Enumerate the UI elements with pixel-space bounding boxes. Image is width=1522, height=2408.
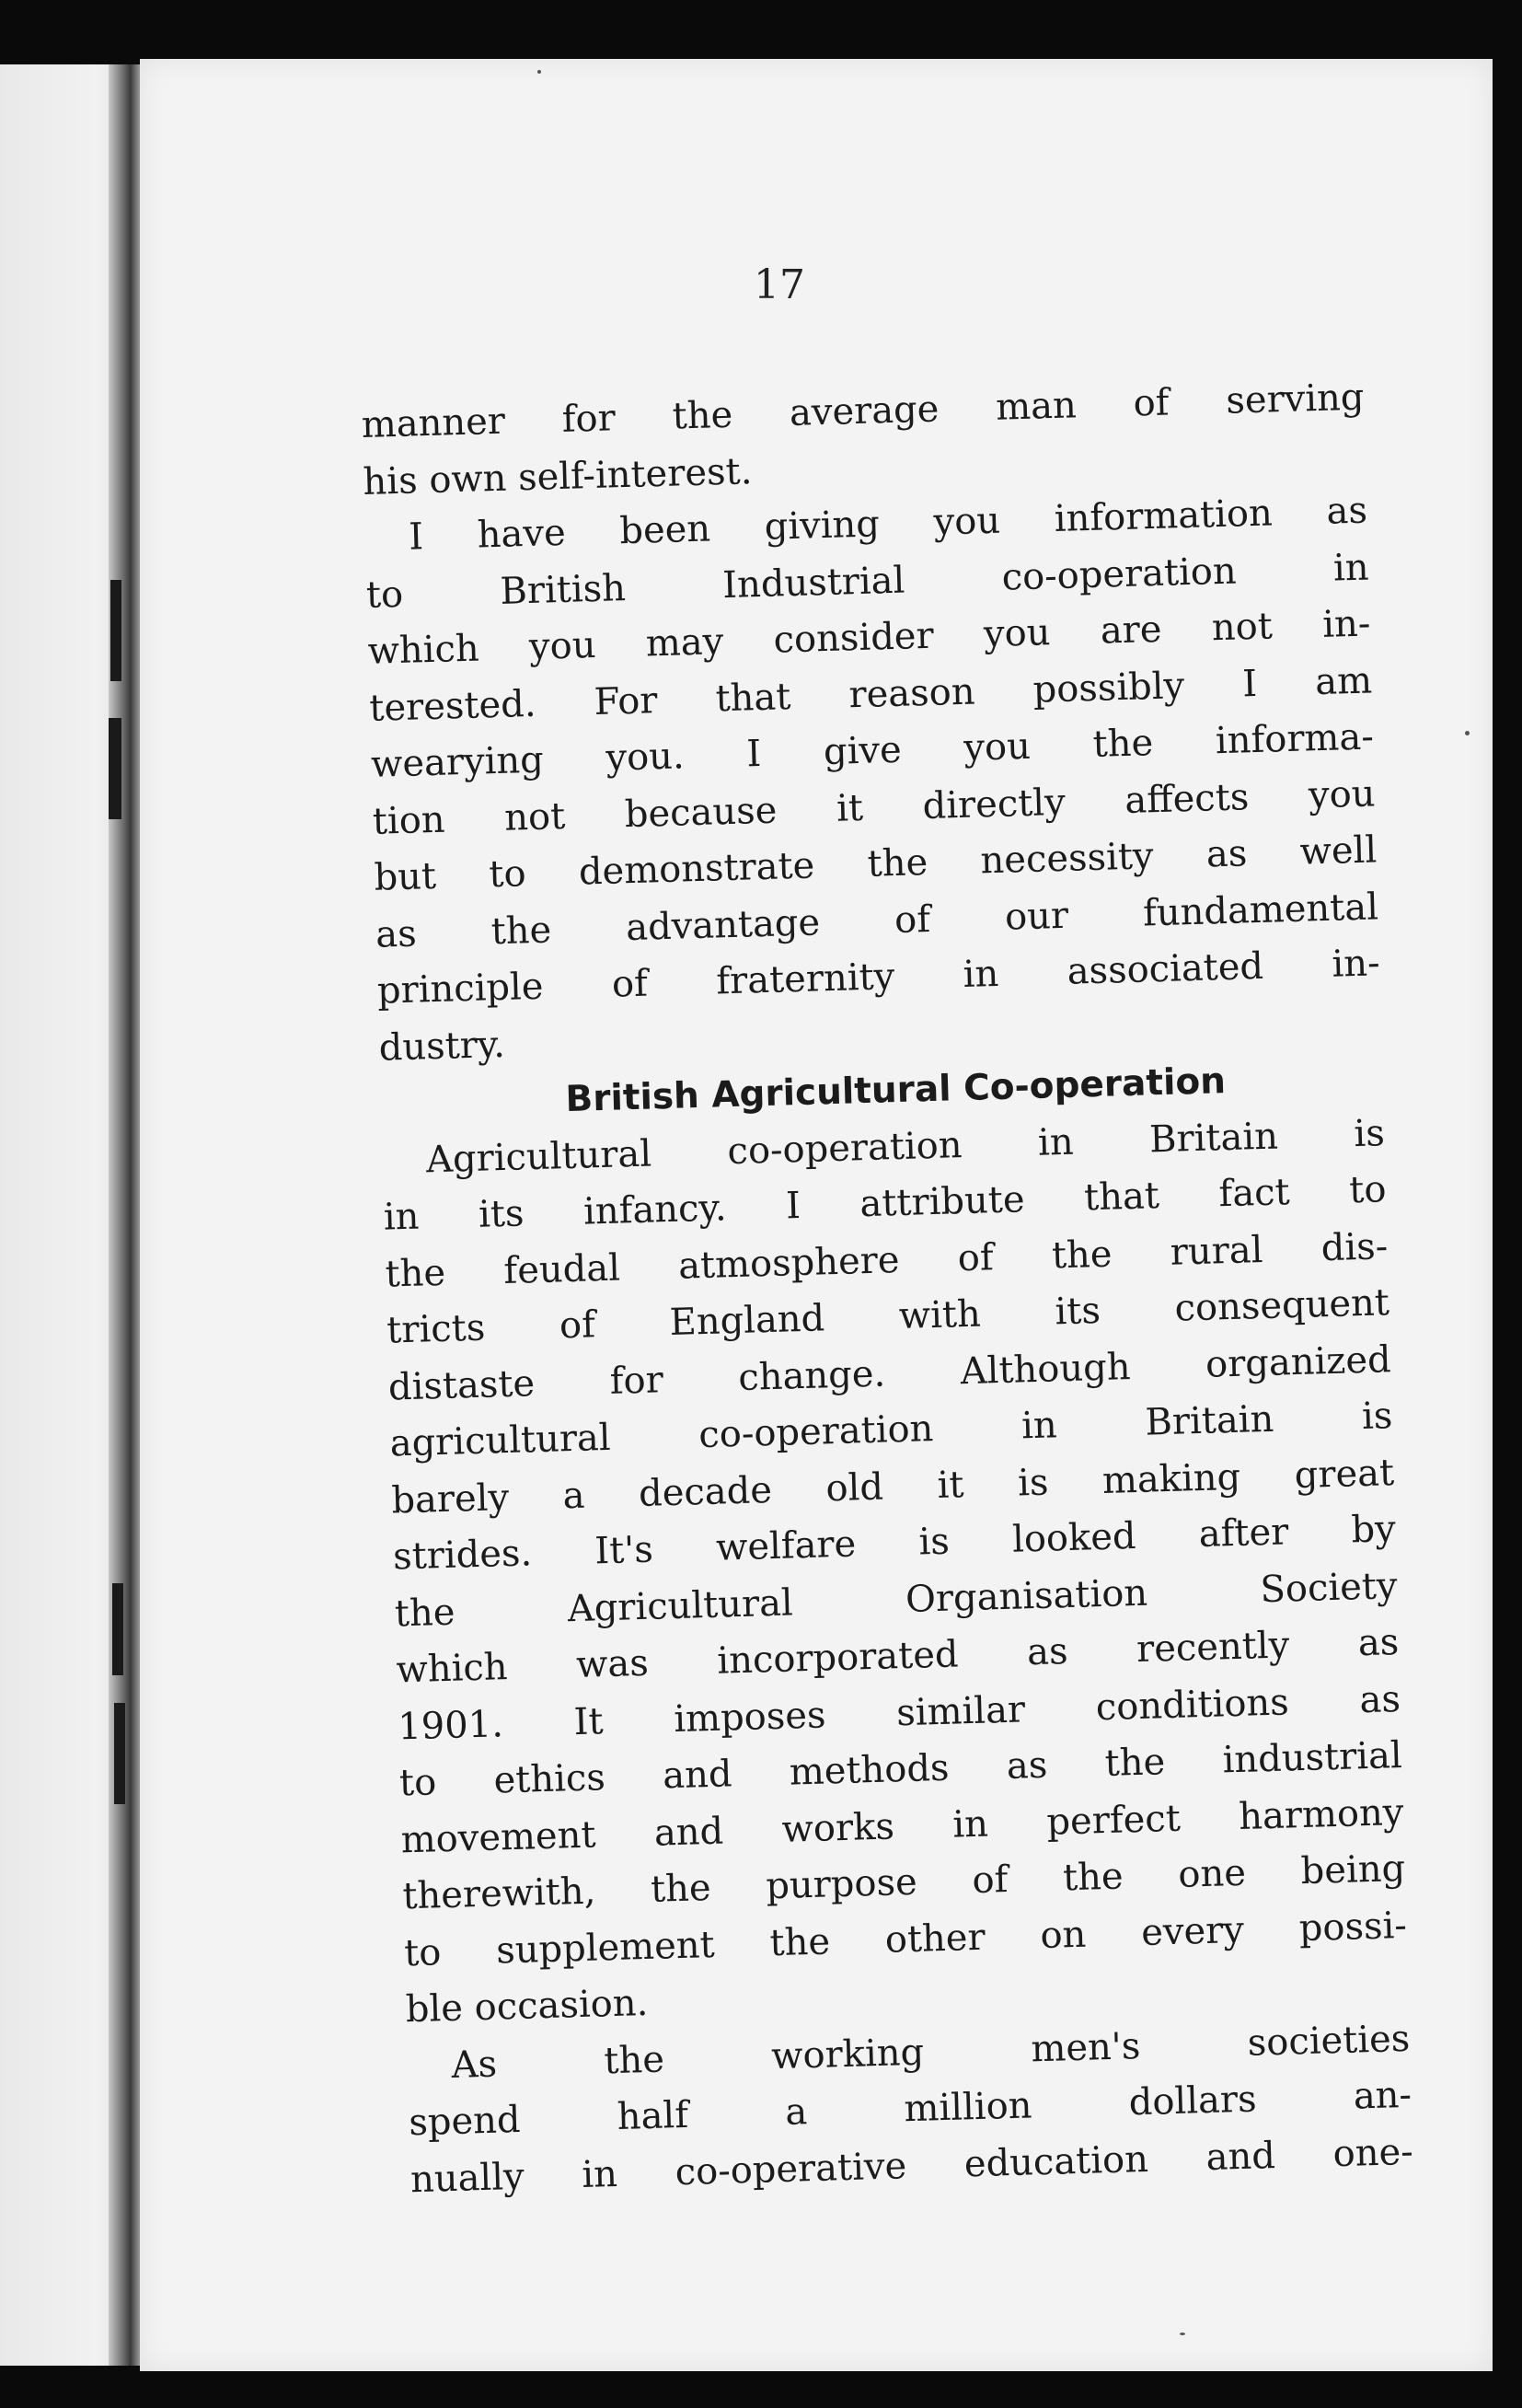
scan-speck (537, 70, 541, 74)
text-line: barely a decade old it is making great (390, 1451, 1395, 1522)
text-line: as the advantage of our fundamental (375, 885, 1379, 956)
text-line: the Agricultural Organisation Society (394, 1564, 1399, 1635)
text-line: tricts of England with its consequent (386, 1281, 1390, 1352)
text-line: the feudal atmosphere of the rural dis- (384, 1224, 1389, 1296)
text-line: movement and works in perfect harmony (400, 1790, 1404, 1861)
text-line: to British Industrial co-operation in (365, 545, 1370, 617)
text-line: wearying you. I give you the informa- (370, 715, 1375, 786)
scan-speck (1465, 731, 1470, 735)
text-line: in its infancy. I attribute that fact to (383, 1168, 1388, 1239)
page-number: 17 (754, 261, 805, 308)
text-line: distaste for change. Although organized (387, 1337, 1392, 1409)
text-line: to supplement the other on every possi- (403, 1904, 1408, 1974)
book-page (140, 59, 1493, 2371)
text-line: I have been giving you information as (408, 489, 1368, 559)
text-line: strides. It's welfare is looked after by (392, 1508, 1397, 1579)
text-line: his own self-interest. (362, 449, 753, 504)
gutter-mark (112, 1583, 123, 1675)
gutter-mark (109, 718, 121, 819)
scan-speck (1180, 2333, 1185, 2335)
text-line: spend half a million dollars an- (408, 2073, 1412, 2145)
text-line: but to demonstrate the necessity as well (373, 828, 1378, 899)
text-line: Agricultural co-operation in Britain is (425, 1111, 1386, 1181)
text-line: As the working men's societies (450, 2017, 1411, 2087)
text-line: therewith, the purpose of the one being (401, 1847, 1406, 1918)
page-body (361, 370, 1414, 2209)
text-line: nually in co-operative education and one- (409, 2130, 1414, 2201)
book-gutter (109, 64, 140, 2366)
gutter-mark (114, 1703, 125, 1804)
text-line: manner for the average man of serving (361, 376, 1366, 446)
text-line: which was incorporated as recently as (395, 1621, 1400, 1692)
text-line: dustry. (378, 1023, 506, 1070)
text-line: principle of fraternity in associated in- (376, 942, 1381, 1013)
text-line: agricultural co-operation in Britain is (389, 1395, 1393, 1465)
text-line: 1901. It imposes similar conditions as (397, 1677, 1401, 1748)
text-line: ble occasion. (405, 1981, 649, 2032)
text-line: which you may consider you are not in- (367, 602, 1371, 673)
text-line: tion not because it directly affects you (372, 771, 1377, 843)
section-heading: British Agricultural Co-operation (564, 1060, 1227, 1121)
gutter-mark (110, 580, 121, 681)
text-line: to ethics and methods as the industrial (398, 1733, 1403, 1805)
text-line: terested. For that reason possibly I am (368, 658, 1373, 730)
